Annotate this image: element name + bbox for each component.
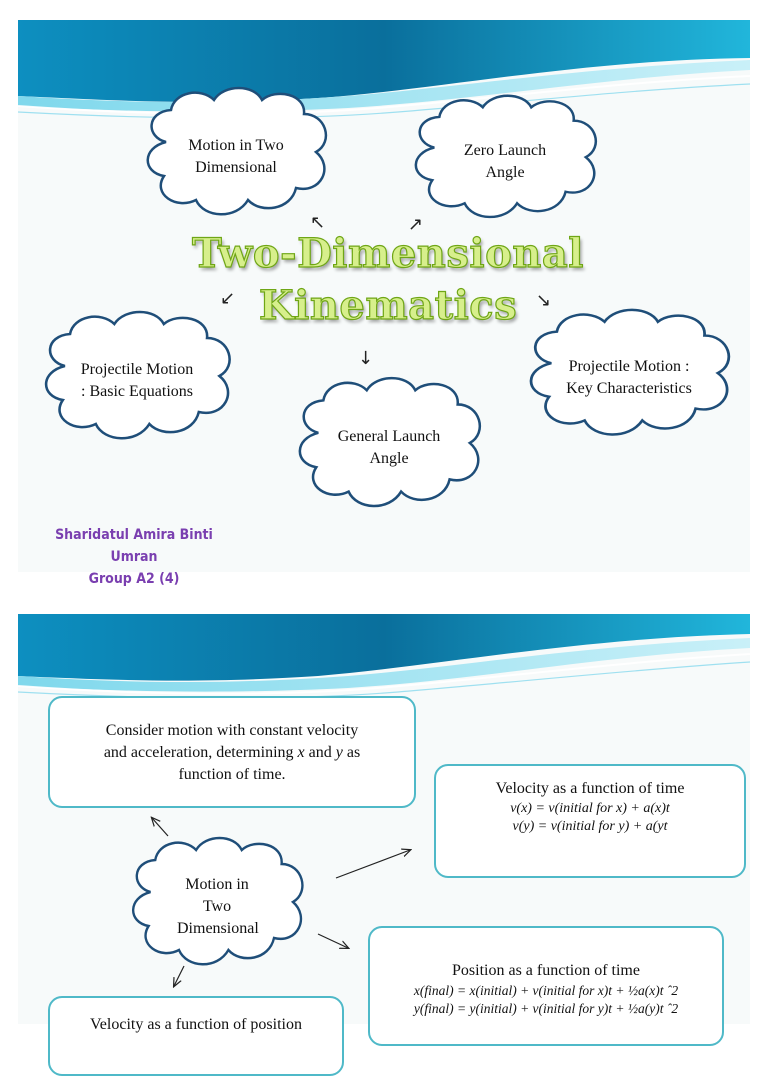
cloud-label: Projectile Motion : Basic Equations — [80, 361, 194, 400]
slide-1 — [18, 20, 750, 587]
velocity-box-title: Velocity as a function of time — [495, 780, 685, 797]
consider-text-a: and acceleration, determining — [103, 744, 298, 761]
velocity-time-box — [434, 764, 746, 878]
arrow-down-right-icon: ↘ — [536, 290, 552, 311]
cloud-label: General Launch Angle — [337, 428, 441, 467]
consider-text-b: and — [304, 744, 336, 761]
cloud-label: Zero Launch Angle — [463, 142, 547, 181]
position-time-box — [368, 926, 724, 1046]
arrow-to-position-icon — [318, 934, 348, 948]
banner-wave — [18, 614, 750, 704]
consider-line-3: function of time. — [178, 766, 286, 783]
arrow-down-left-icon: ↙ — [220, 288, 236, 309]
cloud-motion-two-dimensional — [136, 82, 336, 232]
cloud-zero-launch-angle — [404, 90, 606, 234]
consider-line-2 — [50, 742, 414, 764]
author-credit — [34, 524, 234, 590]
author-name: Sharidatul Amira Binti Umran — [55, 527, 213, 565]
title-line-2: Kinematics — [258, 282, 518, 329]
consider-line-1: Consider motion with constant velocity — [105, 722, 359, 739]
author-group: Group A2 (4) — [88, 571, 180, 587]
cloud-general-launch-angle — [288, 372, 490, 524]
cloud-label: Motion in Two Dimensional — [177, 876, 259, 937]
velocity-position-box — [48, 996, 344, 1076]
position-box-title: Position as a function of time — [452, 962, 640, 979]
velocity-eq-y: v(y) = v(initial for y) + a(yt — [512, 819, 668, 834]
consider-text-c: as — [342, 744, 361, 761]
cloud-motion-two-dimensional — [122, 832, 312, 982]
banner-wave — [18, 20, 750, 130]
variable-y: y — [335, 744, 343, 761]
cloud-label: Projectile Motion : Key Characteristics — [566, 358, 692, 397]
variable-x: x — [297, 744, 305, 761]
consider-box — [48, 696, 416, 808]
velocity-position-title: Velocity as a function of position — [90, 1016, 302, 1033]
arrow-up-left-icon: ↖ — [310, 212, 326, 233]
arrow-down-icon: ↓ — [358, 348, 374, 369]
cloud-key-characteristics — [518, 304, 740, 452]
cloud-label: Motion in Two Dimensional — [188, 137, 284, 176]
position-eq-x: x(final) = x(initial) + v(initial for x)t + ½a(x)t ˆ2 — [413, 983, 679, 998]
velocity-eq-x: v(x) = v(initial for x) + a(x)t — [510, 801, 670, 816]
position-eq-y: y(final) = y(initial) + v(initial for y)t + ½a(y)t ˆ2 — [413, 1001, 679, 1016]
title-line-1: Two-Dimensional — [192, 230, 584, 277]
arrow-up-right-icon: ↗ — [408, 214, 424, 235]
arrow-to-velocity-icon — [336, 850, 410, 878]
cloud-basic-equations — [34, 306, 240, 456]
slide-2 — [18, 614, 750, 1033]
